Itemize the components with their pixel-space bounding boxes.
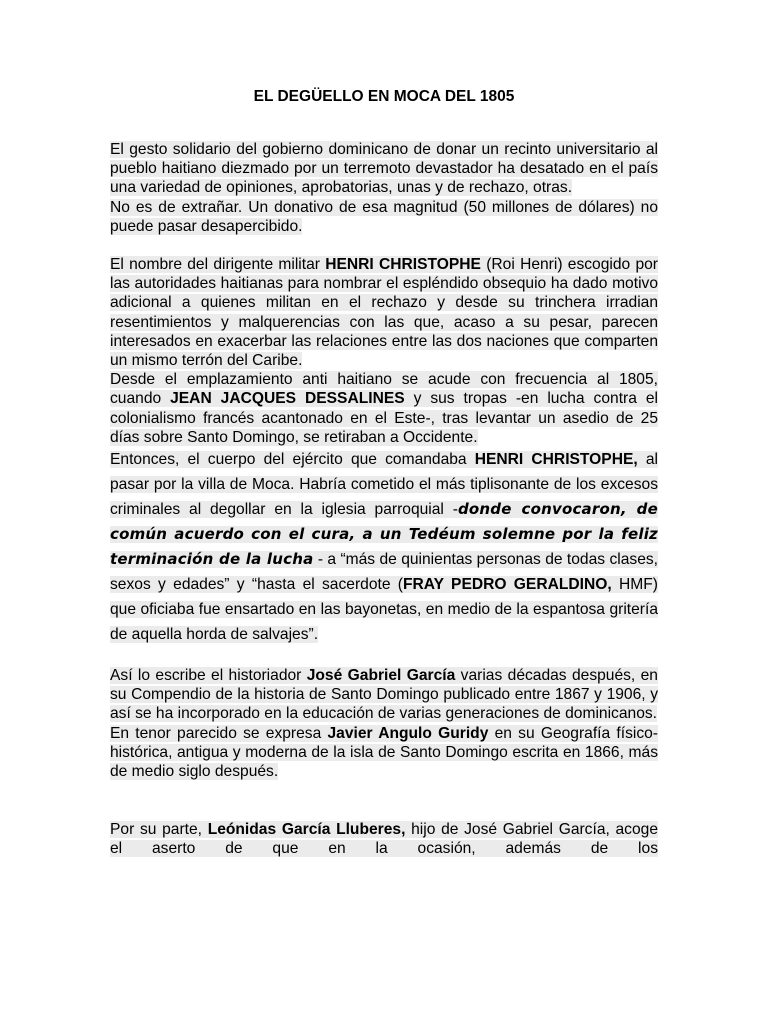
name-jose-gabriel-garcia: José Gabriel García bbox=[306, 667, 456, 685]
paragraph-spacer bbox=[110, 781, 658, 820]
name-javier-angulo-guridy: Javier Angulo Guridy bbox=[327, 724, 489, 742]
document-body bbox=[110, 140, 658, 859]
tedeum-quote: donde convocaron, de común acuerdo con el cura, a un Tedéum solemne por la feliz terminación de la lucha bbox=[110, 500, 658, 569]
paragraph-5: Entonces, el cuerpo del ejército que comandaba HENRI CHRISTOPHE, al pasar por la villa de Moca. Habría cometido el más tiplisonante de los excesos criminales al degollar en la iglesia parroquial -donde convocaron, de común acuerdo con el cura, a un Tedéum solemne por la feliz terminación de la lucha - a “más de quinientas personas de todas clases, sexos y edades” y “hasta el sacerdote (FRAY PEDRO GERALDINO, HMF) que oficiaba fue ensartado en las bayonetas, en medio de la espantosa gritería de aquella horda de salvajes”. bbox=[110, 451, 658, 644]
paragraph-6: Así lo escribe el historiador José Gabriel García varias décadas después, en su Compendio de la historia de Santo Domingo publicado entre 1867 y 1906, y así se ha incorporado en la educación de varias generaciones de dominicanos. bbox=[110, 667, 658, 723]
document-title: EL DEGÜELLO EN MOCA DEL 1805 bbox=[253, 88, 515, 105]
paragraph-1: El gesto solidario del gobierno dominicano de donar un recinto universitario al pueblo haitiano diezmado por un terremoto devastador ha desatado en el país una variedad de opiniones, aprobatorias, unas y de rechazo, otras. bbox=[110, 141, 658, 197]
paragraph-spacer bbox=[110, 236, 658, 255]
name-leonidas-garcia-lluberes: Leónidas García Lluberes, bbox=[207, 821, 406, 839]
paragraph-3: El nombre del dirigente militar HENRI CHRISTOPHE (Roi Henri) escogido por las autoridades haitianas para nombrar el espléndido obsequio ha dado motivo adicional a quienes militan en el rechazo y desde su trinchera irradian resentimientos y malquerencias con las que, acaso a su pesar, parecen interesados en exacerbar las relaciones entre las dos naciones que comparten un mismo terrón del Caribe. bbox=[110, 256, 658, 370]
paragraph-7: En tenor parecido se expresa Javier Angulo Guridy en su Geografía físico-histórica, antigua y moderna de la isla de Santo Domingo escrita en 1866, más de medio siglo después. bbox=[110, 724, 658, 781]
paragraph-4: Desde el emplazamiento anti haitiano se acude con frecuencia al 1805, cuando JEAN JACQUES DESSALINES y sus tropas -en lucha contra el colonialismo francés acantonado en el Este-, tras levantar un asedio de 25 días sobre Santo Domingo, se retiraban a Occidente. bbox=[110, 371, 658, 446]
paragraph-8: Por su parte, Leónidas García Lluberes, hijo de José Gabriel García, acoge el aserto de que en la ocasión, además de los bbox=[110, 821, 658, 858]
paragraph-2: No es de extrañar. Un donativo de esa magnitud (50 millones de dólares) no puede pasar desapercibido. bbox=[110, 198, 658, 235]
name-jean-jacques-dessalines: JEAN JACQUES DESSALINES bbox=[170, 390, 405, 408]
name-fray-pedro-geraldino: FRAY PEDRO GERALDINO, bbox=[403, 576, 612, 594]
name-henri-christophe-2: HENRI CHRISTOPHE, bbox=[474, 451, 638, 469]
name-henri-christophe: HENRI CHRISTOPHE bbox=[325, 256, 481, 274]
paragraph-spacer bbox=[110, 647, 658, 666]
